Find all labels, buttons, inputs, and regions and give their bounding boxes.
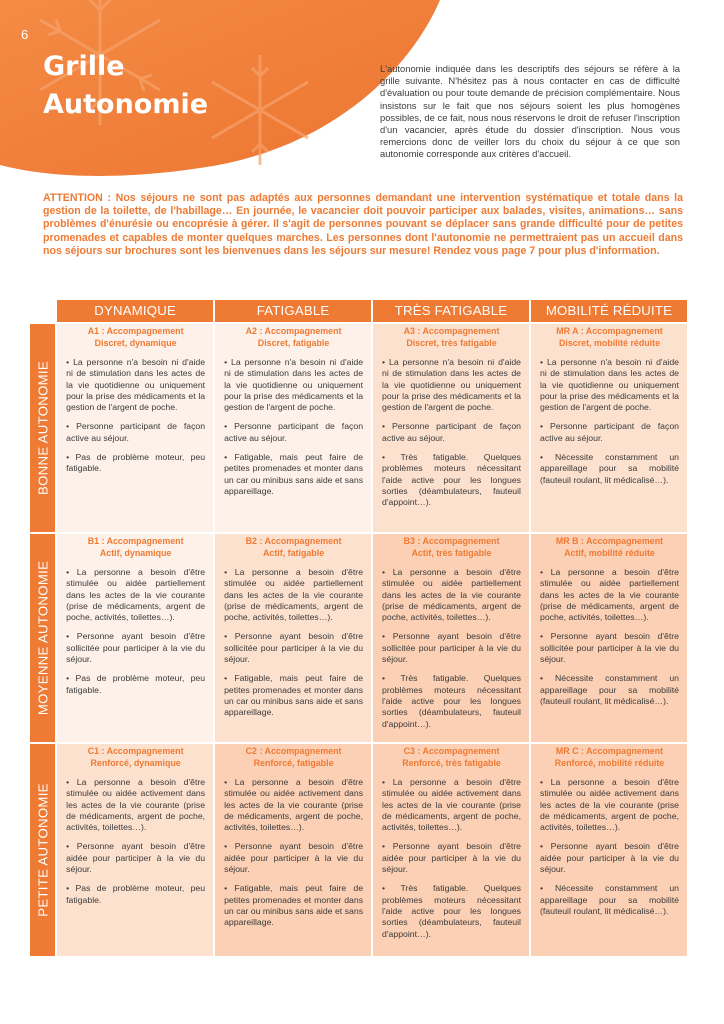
cell-bullet: • Personne ayant besoin d'être aidée pour participer à la vie du séjour. xyxy=(224,841,364,875)
grid-cell-mr-c xyxy=(531,744,687,956)
grid-row-moyenne-autonomie xyxy=(30,534,687,742)
cell-bullet: • Personne ayant besoin d'être sollicitée pour participer à la vie du séjour. xyxy=(540,631,679,665)
cell-bullet: • Personne ayant besoin d'être sollicitée pour participer à la vie du séjour. xyxy=(382,631,521,665)
cell-bullet: • Fatigable, mais peut faire de petites promenades et monter dans un car ou minibus sans aide et sans appareillage. xyxy=(224,883,364,928)
cell-bullet: • Pas de problème moteur, peu fatigable. xyxy=(66,452,206,474)
cell-bullet: • La personne a besoin d'être stimulée ou aidée activement dans les actes de la vie courante (prise de médicaments, argent de poche, activités, toilettes…). xyxy=(66,777,206,833)
cell-heading: B2 : Accompagnement Actif, fatigable xyxy=(245,536,342,558)
cell-heading: B3 : Accompagnement Actif, très fatigable xyxy=(403,536,500,558)
cell-heading: MR B : Accompagnement Actif, mobilité réduite xyxy=(555,536,664,558)
grid-cell-a2 xyxy=(215,324,371,532)
cell-bullet: • Personne ayant besoin d'être aidée pour participer à la vie du séjour. xyxy=(66,841,206,875)
cell-bullet: • Personne ayant besoin d'être sollicitée pour participer à la vie du séjour. xyxy=(224,631,364,665)
cell-bullet: • Nécessite constamment un appareillage pour sa mobilité (fauteuil roulant, lit médicalisé…). xyxy=(540,452,679,485)
cell-bullet: • La personne a besoin d'être stimulée ou aidée activement dans les actes de la vie courante (prise de médicaments, argent de poche, activités, toilettes…). xyxy=(224,777,364,833)
cell-bullet: • La personne a besoin d'être stimulée ou aidée activement dans les actes de la vie courante (prise de médicaments, argent de poche, activités, toilettes…). xyxy=(540,777,679,833)
grid-cell-b2 xyxy=(215,534,371,742)
cell-heading: A3 : Accompagnement Discret, très fatigable xyxy=(403,326,500,348)
cell-bullet: • Pas de problème moteur, peu fatigable. xyxy=(66,673,206,695)
cell-heading: A1 : Accompagnement Discret, dynamique xyxy=(87,326,184,348)
column-header-row xyxy=(30,300,687,322)
row-header-moyenne-autonomie xyxy=(30,534,55,742)
row-label: PETITE AUTONOMIE xyxy=(35,783,51,917)
grid-cell-a3 xyxy=(373,324,529,532)
cell-bullet: • La personne n'a besoin ni d'aide ni de stimulation dans les actes de la vie quotidienne ou uniquement pour la prise des médicaments et la gestion de l'argent de poche. xyxy=(224,357,364,413)
grid-cell-b1 xyxy=(57,534,213,742)
cell-bullet: • Personne ayant besoin d'être aidée pour participer à la vie du séjour. xyxy=(382,841,521,875)
attention-notice: ATTENTION : Nos séjours ne sont pas adaptés aux personnes demandant une intervention systématique et totale dans la gestion de la toilette, de l'habillage… En journée, le vacancier doit pouvoir participer aux balades, visites, animations… sans problèmes d'énurésie ou encoprésie à gérer. Il s'agit de personnes pouvant se déplacer sans grande difficulté pour de petites promenades et capables de monter quelques marches. Les personnes dont l'autonomie ne permettraient pas un accueil dans nos séjours sur brochures sont les bienvenues dans les séjours sur mesure! Rendez vous page 7 pour plus d'information. xyxy=(43,192,683,257)
column-header-dynamique: DYNAMIQUE xyxy=(57,300,213,322)
grid-row-petite-autonomie xyxy=(30,744,687,956)
cell-bullet: • Personne ayant besoin d'être sollicitée pour participer à la vie du séjour. xyxy=(66,631,206,665)
cell-bullet: • La personne a besoin d'être stimulée ou aidée partiellement dans les actes de la vie courante (prise de médicaments, argent de poche, activités, toilettes…). xyxy=(224,567,364,623)
grid-corner xyxy=(30,300,55,322)
cell-bullet: • Très fatigable. Quelques problèmes moteurs nécessitant l'aide active pour les longues sorties (déambulateurs, fauteuil d'appoint…). xyxy=(382,883,521,939)
page-title-line-2: Autonomie xyxy=(43,89,209,120)
cell-bullet: • Fatigable, mais peut faire de petites promenades et monter dans un car ou minibus sans aide et sans appareillage. xyxy=(224,452,364,496)
grid-cell-c1 xyxy=(57,744,213,956)
cell-bullet: • Personne ayant besoin d'être aidée pour participer à la vie du séjour. xyxy=(540,841,679,875)
cell-bullet: • Personne participant de façon active au séjour. xyxy=(382,421,521,443)
grid-cell-mr-b xyxy=(531,534,687,742)
cell-heading: A2 : Accompagnement Discret, fatigable xyxy=(245,326,342,348)
cell-heading: MR A : Accompagnement Discret, mobilité réduite xyxy=(556,326,663,348)
cell-bullet: • Nécessite constamment un appareillage pour sa mobilité (fauteuil roulant, lit médicalisé…). xyxy=(540,673,679,706)
row-label: BONNE AUTONOMIE xyxy=(35,361,51,495)
cell-bullet: • La personne a besoin d'être stimulée ou aidée partiellement dans les actes de la vie courante (prise de médicaments, argent de poche, activités, toilettes…). xyxy=(66,567,206,623)
cell-bullet: • La personne n'a besoin ni d'aide ni de stimulation dans les actes de la vie quotidienne ou uniquement pour la prise des médicaments et la gestion de l'argent de poche. xyxy=(540,357,679,413)
cell-heading: MR C : Accompagnement Renforcé, mobilité réduite xyxy=(554,746,665,768)
grid-cell-a1 xyxy=(57,324,213,532)
cell-heading: B1 : Accompagnement Actif, dynamique xyxy=(87,536,184,558)
grid-cell-c2 xyxy=(215,744,371,956)
grid-cell-c3 xyxy=(373,744,529,956)
grid-cell-b3 xyxy=(373,534,529,742)
page-number: 6 xyxy=(21,27,29,42)
row-label: MOYENNE AUTONOMIE xyxy=(35,560,51,716)
cell-bullet: • Nécessite constamment un appareillage pour sa mobilité (fauteuil roulant, lit médicalisé…). xyxy=(540,883,679,916)
cell-bullet: • La personne a besoin d'être stimulée ou aidée activement dans les actes de la vie courante (prise de médicaments, argent de poche, activités, toilettes…). xyxy=(382,777,521,833)
cell-bullet: • La personne n'a besoin ni d'aide ni de stimulation dans les actes de la vie quotidienne ou uniquement pour la prise des médicaments et la gestion de l'argent de poche. xyxy=(382,357,521,413)
row-header-petite-autonomie xyxy=(30,744,55,956)
cell-heading: C3 : Accompagnement Renforcé, très fatigable xyxy=(402,746,501,768)
cell-bullet: • Pas de problème moteur, peu fatigable. xyxy=(66,883,206,905)
cell-bullet: • La personne a besoin d'être stimulée ou aidée partiellement dans les actes de la vie courante (prise de médicaments, argent de poche, activités, toilettes…). xyxy=(540,567,679,623)
column-header-tres-fatigable: TRÈS FATIGABLE xyxy=(373,300,529,322)
cell-bullet: • Fatigable, mais peut faire de petites promenades et monter dans un car ou minibus sans aide et sans appareillage. xyxy=(224,673,364,718)
page-title-line-1: Grille xyxy=(43,51,125,82)
cell-bullet: • Personne participant de façon active au séjour. xyxy=(540,421,679,443)
column-header-mobilite-reduite: MOBILITÉ RÉDUITE xyxy=(531,300,687,322)
grid-cell-mr-a xyxy=(531,324,687,532)
cell-heading: C1 : Accompagnement Renforcé, dynamique xyxy=(87,746,184,768)
row-header-bonne-autonomie xyxy=(30,324,55,532)
cell-heading: C2 : Accompagnement Renforcé, fatigable xyxy=(245,746,342,768)
cell-bullet: • Très fatigable. Quelques problèmes moteurs nécessitant l'aide active pour les longues sorties (déambulateurs, fauteuil d'appoint…). xyxy=(382,673,521,729)
cell-bullet: • Personne participant de façon active au séjour. xyxy=(66,421,206,443)
cell-bullet: • Personne participant de façon active au séjour. xyxy=(224,421,364,443)
autonomy-grid xyxy=(28,298,689,958)
cell-bullet: • La personne a besoin d'être stimulée ou aidée partiellement dans les actes de la vie courante (prise de médicaments, argent de poche, activités, toilettes…). xyxy=(382,567,521,623)
cell-bullet: • La personne n'a besoin ni d'aide ni de stimulation dans les actes de la vie quotidienne ou uniquement pour la prise des médicaments et la gestion de l'argent de poche. xyxy=(66,357,206,413)
cell-bullet: • Très fatigable. Quelques problèmes moteurs nécessitant l'aide active pour les longues sorties (déambulateurs, fauteuil d'appoint…). xyxy=(382,452,521,508)
grid-row-bonne-autonomie xyxy=(30,324,687,532)
intro-paragraph: L'autonomie indiquée dans les descriptifs des séjours se réfère à la grille suivante. N'hésitez pas à nous contacter en cas de difficulté d'évaluation ou pour toute demande de précision complémentaire. Nous insistons sur le fait que nos séjours soient les plus homogènes possibles, de ce fait, nous nous réservons le droit de refuser l'inscription d'un vacancier, après étude du dossier d'inscription. Nous vous remercions donc de veiller lors du choix du séjour à ce que son autonomie corresponde aux critères d'accueil. xyxy=(380,63,680,160)
column-header-fatigable: FATIGABLE xyxy=(215,300,371,322)
page-title xyxy=(43,48,208,124)
